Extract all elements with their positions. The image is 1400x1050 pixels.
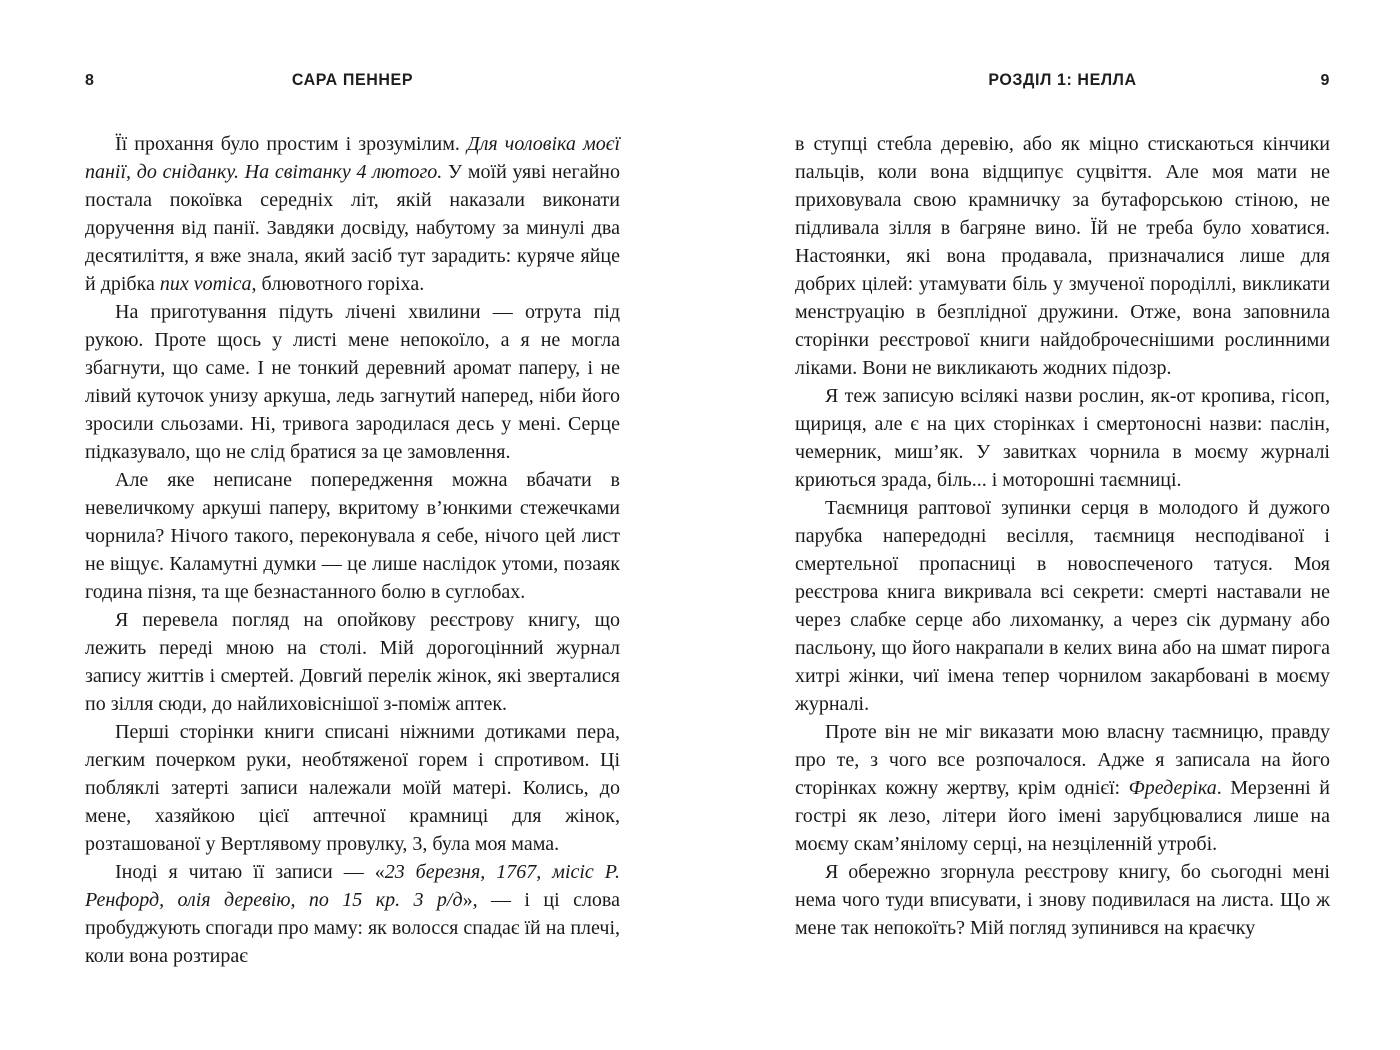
paragraph-segment: . Мерзенні й гострі як лезо, літери його імені зарубцювалися лише на моєму скам’янілому серці, на незціленній утробі. <box>795 777 1330 855</box>
paragraph-segment-italic: Для чоловіка моєї панії, до сніданку. На світанку 4 лютого. <box>85 133 621 183</box>
paragraph <box>85 858 620 970</box>
running-head-author: САРА ПЕННЕР <box>291 71 414 90</box>
page-right-text-block <box>795 130 1330 942</box>
paragraph-segment: Я теж записую всілякі назви рослин, як-от кропива, гісоп, щириця, але є на цих сторінках і смертоносні назви: паслін, чемерник, миш’як. У завитках чорнила в моєму журналі криються зрада, біль... і моторошні таємниці. <box>795 385 1330 491</box>
paragraph-segment: Іноді я читаю її записи — « <box>115 861 385 883</box>
paragraph-segment: Я перевела погляд на опойкову реєстрову книгу, що лежить переді мною на столі. Мій дорогоцінний журнал запису життів і смертей. Довгий перелік жінок, які зверталися по зілля сюди, до найлиховіснішої з-поміж аптек. <box>85 609 620 715</box>
paragraph-segment: Але яке неписане попередження можна вбачати в невеличкому аркуші паперу, вкритому в’юнкими стежечками чорнила? Нічого такого, переконувала я себе, нічого цей лист не віщує. Каламутні думки — це лише наслідок утоми, позаяк година пізня, та ще безнастанного болю в суглобах. <box>85 469 620 603</box>
paragraph-segment: Проте він не міг виказати мою власну таємницю, правду про те, з чого все розпочалося. Адже я записала на його сторінках кожну жертву, крім однієї: <box>795 721 1330 799</box>
page-left-header <box>85 70 620 92</box>
paragraph <box>795 130 1330 382</box>
paragraph <box>795 718 1330 858</box>
paragraph-segment: », — і ці слова пробуджують спогади про маму: як волосся спадає їй на плечі, коли вона розтирає <box>85 889 620 967</box>
paragraph <box>85 130 620 298</box>
paragraph <box>795 858 1330 942</box>
paragraph <box>85 298 620 466</box>
paragraph-segment: в ступці стебла деревію, або як міцно стискаються кінчики пальців, коли вона відщипує суцвіття. Але моя мати не приховувала свою крамничку за бутафорською стіною, не підливала зілля в багряне вино. Їй не треба було ховатися. Настоянки, які вона продавала, призначалися лише для добрих цілей: утамувати біль у змученої породіллі, викликати менструацію в безплідної дружини. Отже, вона заповнила сторінки реєстрової книги найдоброчеснішими рослинними ліками. Вони не викликають жодних підозр. <box>795 133 1330 379</box>
page-left-text-block <box>85 130 620 970</box>
page-number-right: 9 <box>1320 72 1330 89</box>
paragraph-segment-italic: Фредеріка <box>1128 777 1217 799</box>
paragraph-segment: Я обережно згорнула реєстрову книгу, бо сьогодні мені нема чого туди вписувати, і знову подивилася на листа. Що ж мене так непокоїть? Мій погляд зупинився на краєчку <box>795 861 1330 939</box>
paragraph <box>85 606 620 718</box>
page-right <box>700 0 1400 1050</box>
paragraph <box>795 382 1330 494</box>
page-number-left: 8 <box>85 72 95 89</box>
paragraph-segment: Перші сторінки книги списані ніжними дотиками пера, легким почерком руки, необтяженої горем і спротивом. Ці побляклі затерті записи належали моїй матері. Колись, до мене, хазяйкою цієї аптечної крамниці для жінок, розташованої у Вертлявому провулку, 3, була моя мама. <box>85 721 620 855</box>
paragraph <box>85 466 620 606</box>
paragraph-segment-italic: nux vomica <box>159 273 252 295</box>
page-right-header <box>795 70 1330 92</box>
paragraph <box>85 718 620 858</box>
paragraph-segment: На приготування підуть лічені хвилини — отрута під рукою. Проте щось у листі мене непокоїло, а я не могла збагнути, що саме. І не тонкий деревний аромат паперу, і не лівий куточок унизу аркуша, ледь загнутий наперед, ніби його зросили сльозами. Ні, тривога зародилася десь у мені. Серце підказувало, що не слід братися за це замовлення. <box>85 301 620 463</box>
paragraph <box>795 494 1330 718</box>
paragraph-segment-italic: 23 березня, 1767, місіс Р. Ренфорд, олія деревію, по 15 кр. 3 р/д <box>85 861 620 911</box>
paragraph-segment: , блювотного горіха. <box>251 273 425 295</box>
running-head-chapter: РОЗДІЛ 1: НЕЛЛА <box>988 71 1137 90</box>
paragraph-segment: Таємниця раптової зупинки серця в молодого й дужого парубка напередодні весілля, таємниця несподіваної і смертельної пропасниці в новоспеченого татуся. Моя реєстрова книга викривала всі секрети: смерті наставали не через слабке серце або лихоманку, а через сік дурману або пасльону, що його накрапали в келих вина або на шмат пирога хитрі жінки, чиї імена тепер чорнилом закарбовані в моєму журналі. <box>795 497 1330 715</box>
paragraph-segment: У моїй уяві негайно постала покоївка середніх літ, якій наказали виконати доручення від панії. Завдяки досвіду, набутому за минулі два десятиліття, я вже знала, який засіб тут зарадить: куряче яйце й дрібка <box>85 161 621 295</box>
paragraph-segment: Її прохання було простим і зрозумілим. <box>115 133 467 155</box>
